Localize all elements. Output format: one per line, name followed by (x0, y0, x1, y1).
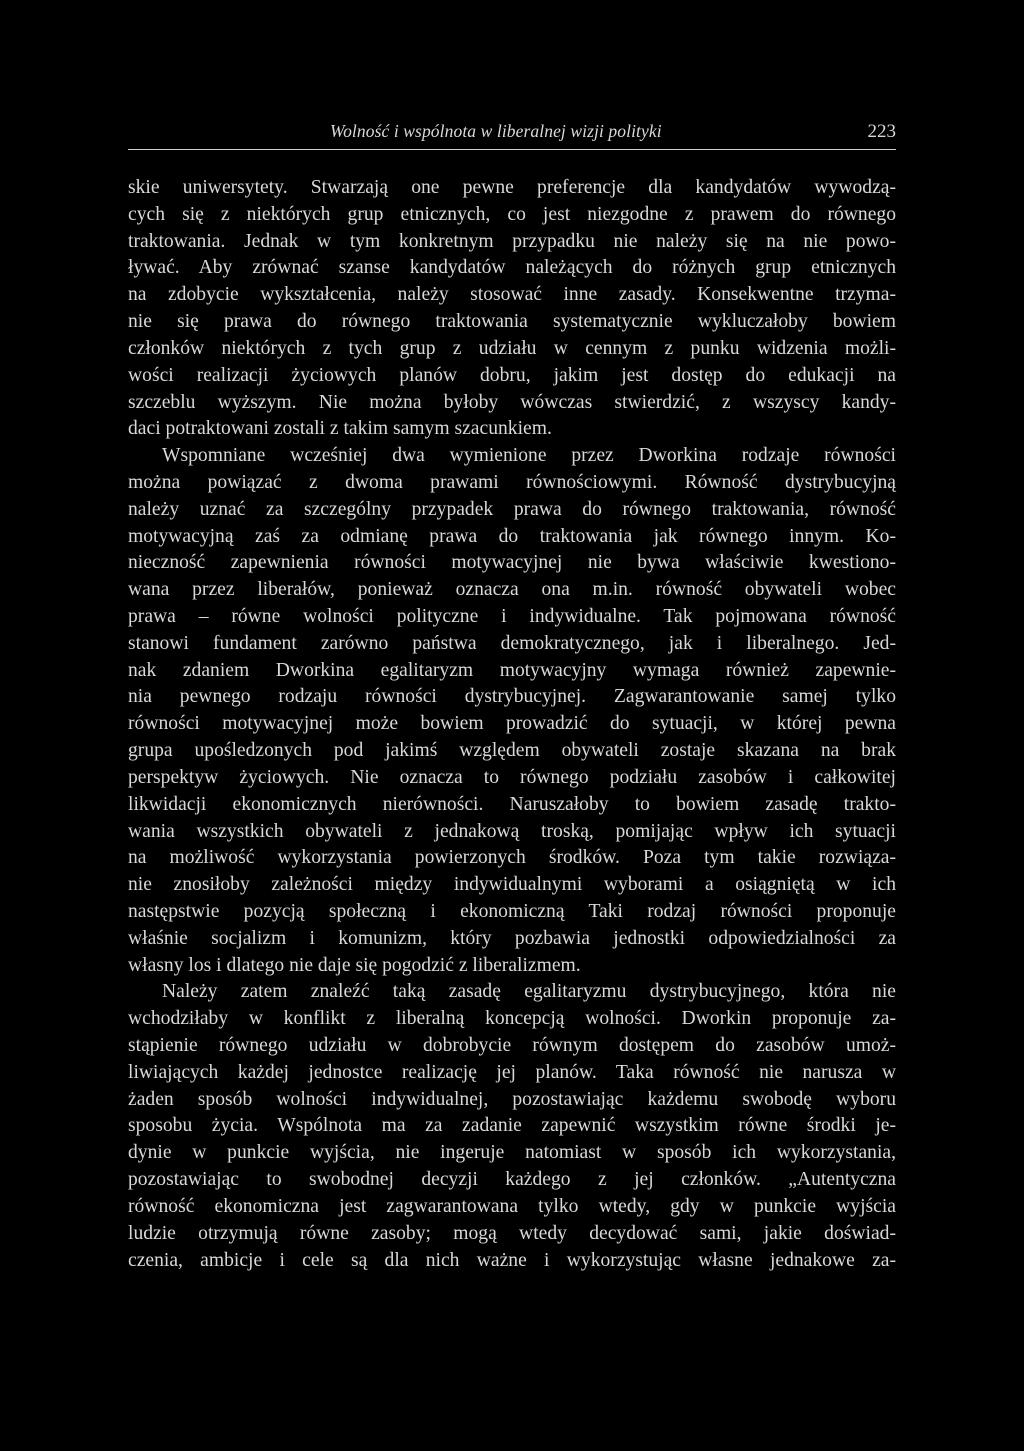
text-line: wania wszystkich obywateli z jednakową troską, pomijając wpływ ich sytuacji (128, 820, 896, 842)
text-line: grupa upośledzonych pod jakimś względem obywateli zostaje skazana na brak (128, 740, 896, 762)
text-line: stąpienie równego udziału w dobrobycie równym dostępem do zasobów umoż- (128, 1035, 896, 1056)
text-line: nak zdaniem Dworkina egalitaryzm motywacyjny wymaga również zapewnie- (128, 659, 896, 681)
page-header (128, 119, 896, 150)
page-number: 223 (867, 121, 896, 142)
text-line: nie się prawa do równego traktowania systematycznie wykluczałoby bowiem (128, 311, 896, 333)
text-line: nieczność zapewnienia równości motywacyjnej nie bywa właściwie kwestiono- (128, 552, 896, 574)
text-line: na zdobycie wykształcenia, należy stosować inne zasady. Konsekwentne trzyma- (128, 284, 896, 306)
body-text (128, 175, 896, 1274)
text-line: właśnie socjalizm i komunizm, który pozbawia jednostki odpowiedzialności za (128, 927, 896, 949)
text-line: ludzie otrzymują równe zasoby; mogą wtedy decydować sami, jakie doświad- (128, 1222, 896, 1244)
text-line: nia pewnego rodzaju równości dystrybucyjnej. Zagwarantowanie samej tylko (128, 686, 896, 708)
text-line: perspektyw życiowych. Nie oznacza to równego podziału zasobów i całkowitej (128, 766, 896, 788)
text-line: dynie w punkcie wyjścia, nie ingeruje natomiast w sposób ich wykorzystania, (128, 1142, 896, 1164)
text-line: członków niektórych z tych grup z udziału w cennym z punku widzenia możli- (128, 337, 896, 359)
text-line: prawa – równe wolności polityczne i indywidualne. Tak pojmowana równość (128, 606, 896, 627)
text-line: równości motywacyjnej może bowiem prowadzić do sytuacji, w której pewna (128, 713, 896, 735)
text-line: ływać. Aby zrównać szanse kandydatów należących do różnych grup etnicznych (128, 257, 896, 279)
text-line: wana przez liberałów, ponieważ oznacza ona m.in. równość obywateli wobec (128, 579, 896, 601)
text-line: następstwie pozycją społeczną i ekonomiczną Taki rodzaj równości proponuje (128, 900, 896, 922)
text-line: czenia, ambicje i cele są dla nich ważne i wykorzystując własne jednakowe za- (128, 1249, 896, 1271)
text-line: własny los i dlatego nie daje się pogodzić z liberalizmem. (128, 954, 581, 976)
text-line: żaden sposób wolności indywidualnej, pozostawiając każdemu swobodę wyboru (128, 1088, 896, 1110)
text-line: likwidacji ekonomicznych nierówności. Naruszałoby to bowiem zasadę trakto- (128, 793, 896, 815)
text-line: daci potraktowani zostali z takim samym szacunkiem. (128, 418, 552, 440)
text-line: Wspomniane wcześniej dwa wymienione przez Dworkina rodzaje równości (162, 445, 896, 467)
running-title: Wolność i wspólnota w liberalnej wizji polityki (330, 121, 662, 141)
text-line: pozostawiając to swobodnej decyzji każdego z jej członków. „Autentyczna (128, 1169, 896, 1191)
text-line: wości realizacji życiowych planów dobru, jakim jest dostęp do edukacji na (128, 364, 896, 386)
text-line: stanowi fundament zarówno państwa demokratycznego, jak i liberalnego. Jed- (128, 632, 896, 654)
text-line: szczeblu wyższym. Nie można byłoby wówczas stwierdzić, z wszyscy kandy- (128, 391, 896, 413)
text-line: na możliwość wykorzystania powierzonych środków. Poza tym takie rozwiąza- (128, 847, 896, 869)
text-line: cych się z niektórych grup etnicznych, co jest niezgodne z prawem do równego (128, 203, 896, 225)
text-line: liwiających każdej jednostce realizację jej planów. Taka równość nie narusza w (128, 1061, 896, 1083)
text-line: można powiązać z dwoma prawami równościowymi. Równość dystrybucyjną (128, 471, 896, 493)
text-line: równość ekonomiczna jest zagwarantowana tylko wtedy, gdy w punkcie wyjścia (128, 1195, 896, 1217)
text-line: Należy zatem znaleźć taką zasadę egalitaryzmu dystrybucyjnego, która nie (162, 981, 896, 1003)
text-line: należy uznać za szczególny przypadek prawa do równego traktowania, równość (128, 498, 896, 520)
text-line: sposobu życia. Wspólnota ma za zadanie zapewnić wszystkim równe środki je- (128, 1115, 896, 1137)
text-line: wchodziłaby w konflikt z liberalną koncepcją wolności. Dworkin proponuje za- (128, 1008, 896, 1030)
text-line: motywacyjną zaś za odmianę prawa do traktowania jak równego innym. Ko- (128, 525, 896, 547)
text-line: nie znosiłoby zależności między indywidualnymi wyborami a osiągniętą w ich (128, 874, 896, 896)
text-line: traktowania. Jednak w tym konkretnym przypadku nie należy się na nie powo- (128, 230, 896, 252)
text-line: skie uniwersytety. Stwarzają one pewne preferencje dla kandydatów wywodzą- (128, 177, 896, 198)
